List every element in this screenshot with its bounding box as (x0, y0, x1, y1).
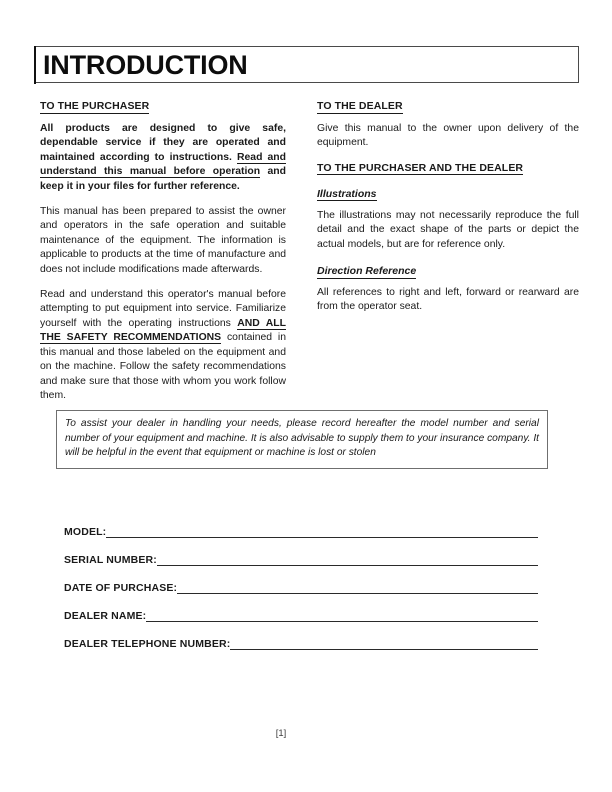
heading-to-the-purchaser (40, 100, 286, 113)
heading-purchaser-and-dealer (317, 162, 579, 175)
record-info-note-text: To assist your dealer in handling your needs, please record hereafter the model number and serial number of your equipment and machine. It is also advisable to supply them to your insurance company. It will be helpful in the event that equipment or machine is lost or stolen (65, 418, 539, 459)
form-input-model[interactable] (106, 537, 538, 538)
paragraph-purchaser-1 (40, 122, 286, 194)
page-number: [1] (275, 727, 287, 738)
form-label-serial-number: SERIAL NUMBER: (64, 554, 157, 566)
subheading-direction-reference-text: Direction Reference (317, 265, 417, 278)
form-label-model: MODEL: (64, 526, 107, 538)
paragraph-purchaser-2: This manual has been prepared to assist the owner and operators in the safe operation and suitable maintenance of the equipment. The information is applicable to products at the time of manufacture and does not include modifications made afterwards. (40, 206, 286, 275)
heading-to-the-dealer (317, 100, 579, 113)
owner-record-form (64, 512, 538, 652)
paragraph-illustrations: The illustrations may not necessarily reproduce the full detail and the exact shape of the parts or depict the actual models, but are for reference only. (317, 209, 579, 250)
subheading-direction-reference (317, 265, 579, 278)
paragraph-purchaser-3-seg3: contained in this manual and those labeled on the equipment and on the machine. Follow the safety recommendations and make sure that those with whom you work follow them. (40, 332, 286, 401)
paragraph-purchaser-1-emphasis: Read and understand this manual before operation (40, 151, 286, 178)
paragraph-purchaser-3-seg1: Read and understand this operator's manual before attempting to put equipment into service. Familiarize yourself with the operating instructions (40, 289, 286, 329)
form-label-dealer-name: DEALER NAME: (64, 610, 147, 622)
heading-to-the-dealer-text: TO THE DEALER (317, 100, 403, 112)
paragraph-purchaser-1-seg3: and keep it in your files for further reference. (40, 166, 286, 192)
paragraph-purchaser-1-seg1: All products are designed to give safe, dependable service if they are operated and maintained according to instructions. (40, 123, 286, 163)
paragraph-dealer: Give this manual to the owner upon delivery of the equipment. (317, 123, 579, 149)
form-input-dealer-name[interactable] (146, 621, 538, 622)
left-column (40, 100, 286, 403)
subheading-illustrations (317, 188, 579, 201)
form-row-dealer-name (64, 596, 538, 624)
heading-purchaser-and-dealer-text: TO THE PURCHASER AND THE DEALER (317, 161, 524, 174)
page-title-box (34, 46, 579, 83)
right-column (317, 100, 579, 315)
form-input-serial-number[interactable] (157, 565, 538, 566)
record-info-note-box (56, 410, 548, 469)
paragraph-purchaser-3-emphasis: AND ALL THE SAFETY RECOMMENDATIONS (40, 317, 286, 344)
form-row-date-of-purchase (64, 568, 538, 596)
form-input-date-of-purchase[interactable] (177, 593, 538, 594)
form-input-dealer-telephone-number[interactable] (230, 649, 538, 650)
form-row-serial-number (64, 540, 538, 568)
form-label-date-of-purchase: DATE OF PURCHASE: (64, 582, 178, 594)
form-label-dealer-telephone-number: DEALER TELEPHONE NUMBER: (64, 638, 231, 650)
subheading-illustrations-text: Illustrations (317, 187, 377, 200)
form-row-dealer-telephone-number (64, 624, 538, 652)
paragraph-direction-reference: All references to right and left, forward or rearward are from the operator seat. (317, 287, 579, 313)
form-row-model (64, 512, 538, 540)
heading-to-the-purchaser-text: TO THE PURCHASER (40, 100, 150, 112)
page-title: INTRODUCTION (43, 50, 248, 80)
paragraph-purchaser-3 (40, 288, 286, 403)
